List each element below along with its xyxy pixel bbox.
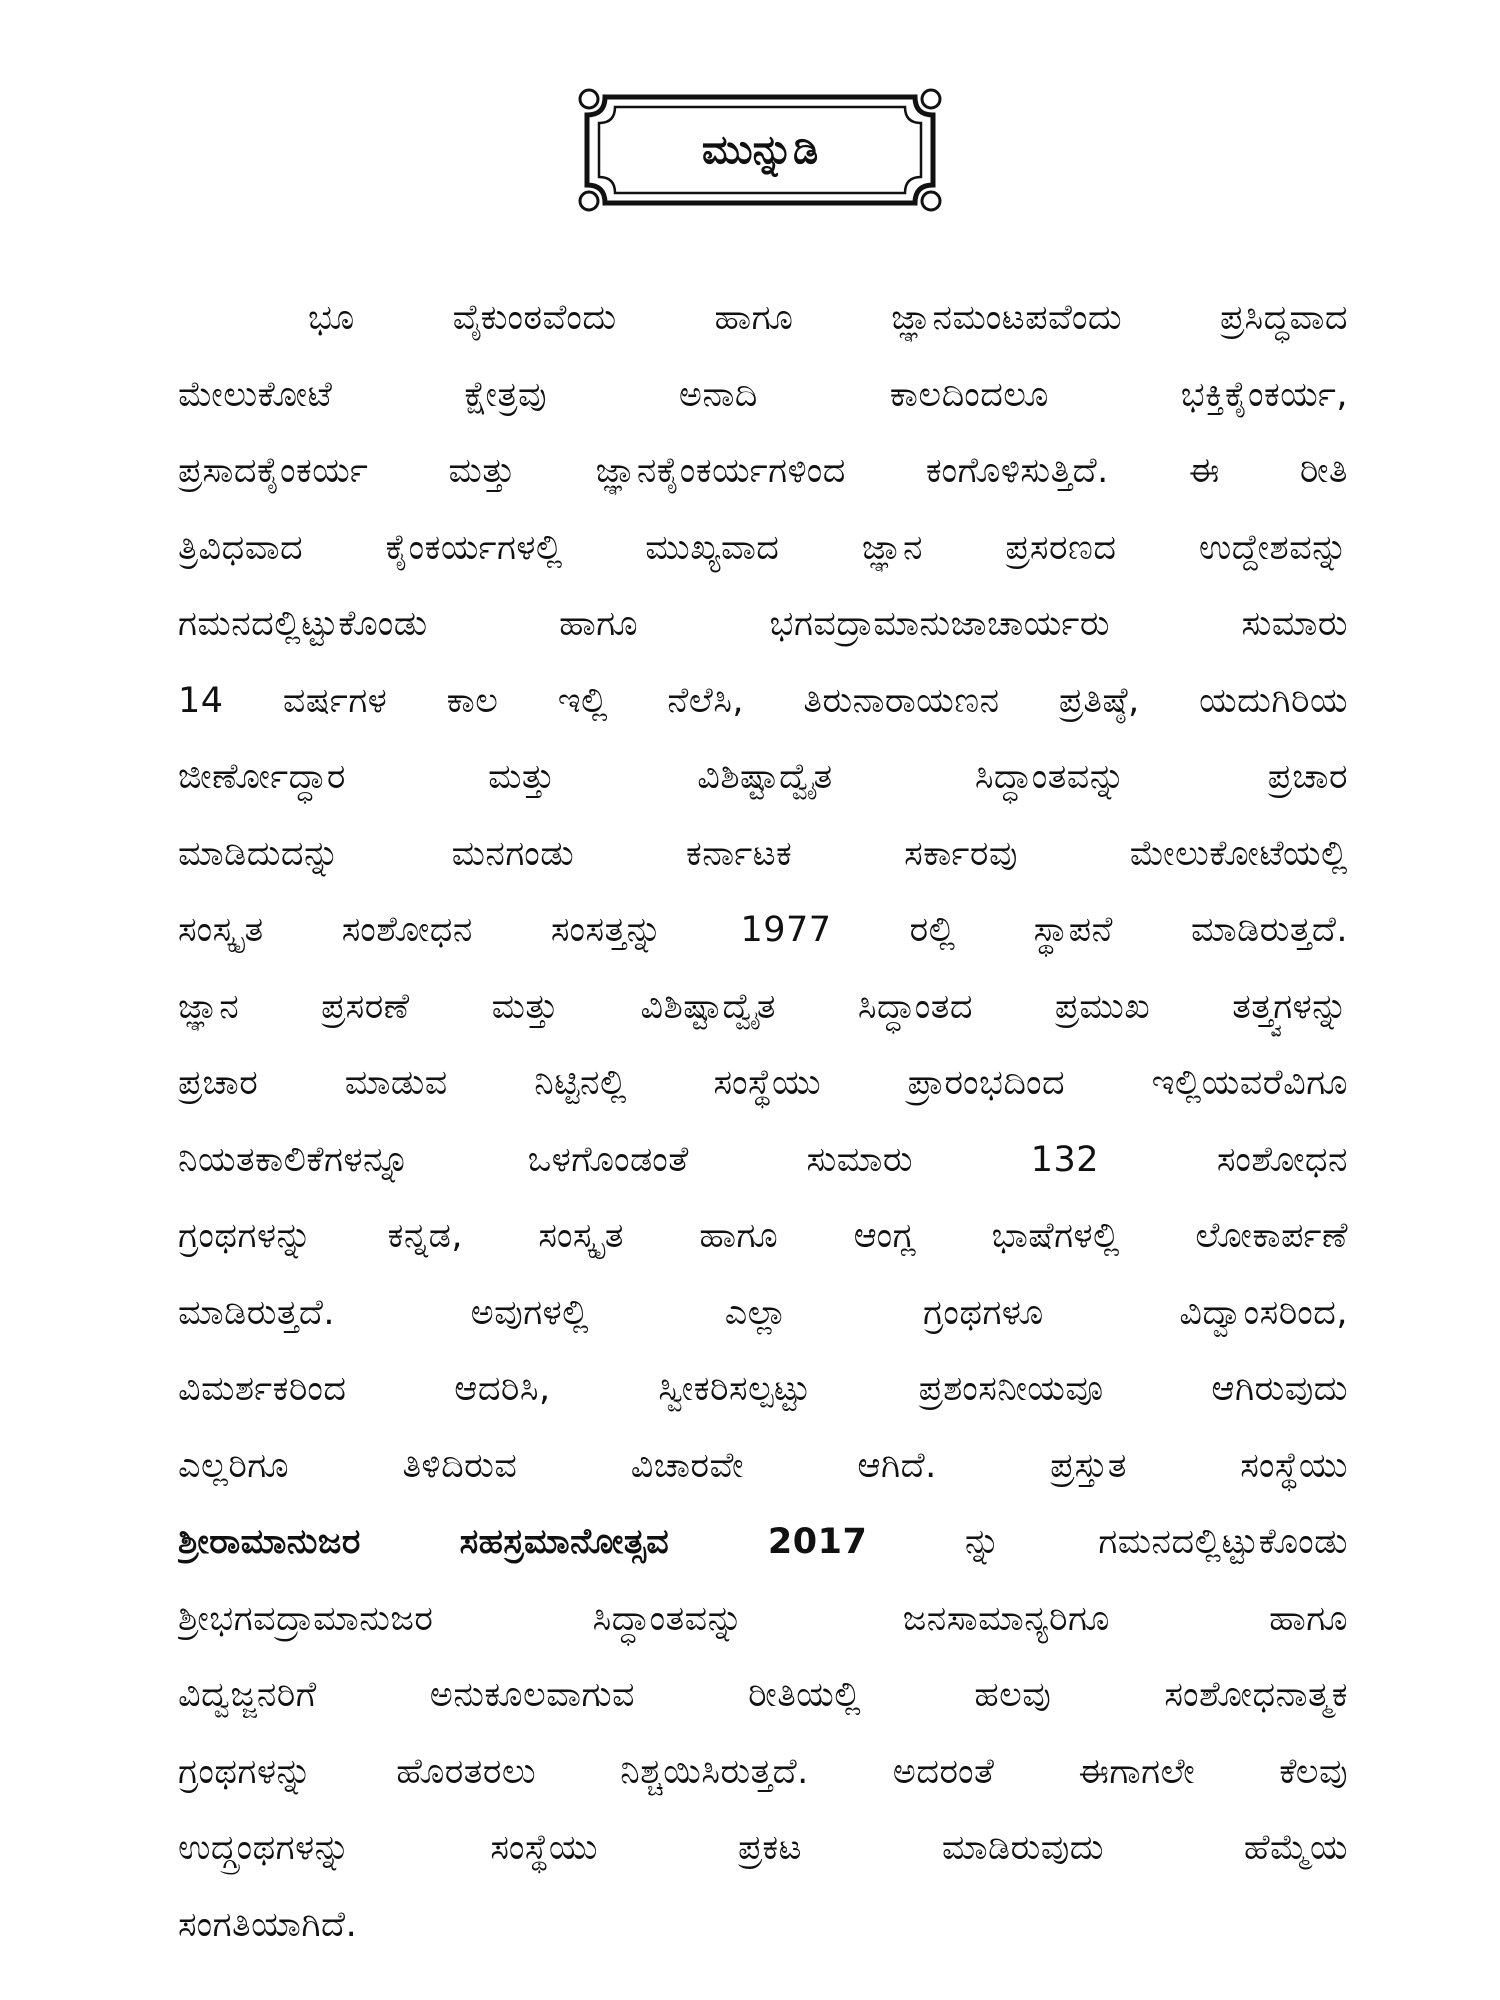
text-line: ಉದ್ಗ್ರಂಥಗಳನ್ನು ಸಂಸ್ಥೆಯು ಪ್ರಕಟ ಮಾಡಿರುವುದು ಹೆಮ್ಮೆಯ xyxy=(178,1828,1348,1868)
text-line: ತ್ರಿವಿಧವಾದ ಕೈಂಕರ್ಯಗಳಲ್ಲಿ ಮುಖ್ಯವಾದ ಜ್ಞಾನ ಪ್ರಸರಣದ ಉದ್ದೇಶವನ್ನು xyxy=(178,527,1348,568)
bold-phrase: ಶ್ರೀರಾಮಾನುಜರ ಸಹಸ್ರಮಾನೋತ್ಸವ 2017 xyxy=(178,1522,868,1562)
text-line: ಪ್ರಚಾರ ಮಾಡುವ ನಿಟ್ಟಿನಲ್ಲಿ ಸಂಸ್ಥೆಯು ಪ್ರಾರಂಭದಿಂದ ಇಲ್ಲಿಯವರೆವಿಗೂ xyxy=(178,1063,1348,1103)
text-line: ಮಾಡಿರುತ್ತದೆ. ಅವುಗಳಲ್ಲಿ ಎಲ್ಲಾ ಗ್ರಂಥಗಳೂ ವಿದ್ವಾಂಸರಿಂದ, xyxy=(178,1292,1348,1333)
text-line: ಜೀರ್ಣೋದ್ಧಾರ ಮತ್ತು ವಿಶಿಷ್ಟಾದ್ವೈತ ಸಿದ್ಧಾಂತವನ್ನು ಪ್ರಚಾರ xyxy=(178,757,1348,797)
text-line-with-bold xyxy=(178,1504,1348,1581)
text-line: ಶ್ರೀಭಗವದ್ರಾಮಾನುಜರ ಸಿದ್ಧಾಂತವನ್ನು ಜನಸಾಮಾನ್ಯರಿಗೂ ಹಾಗೂ xyxy=(178,1598,1348,1639)
text-line: ಗ್ರಂಥಗಳನ್ನು ಹೊರತರಲು ನಿಶ್ಚಯಿಸಿರುತ್ತದೆ. ಅದರಂತೆ ಈಗಾಗಲೇ ಕೆಲವು xyxy=(178,1751,1348,1792)
text-line: ಭೂ ವೈಕುಂಠವೆಂದು ಹಾಗೂ ಜ್ಞಾನಮಂಟಪವೆಂದು ಪ್ರಸಿದ್ಧವಾದ xyxy=(308,298,1348,338)
text-line: ಎಲ್ಲರಿಗೂ ತಿಳಿದಿರುವ ವಿಚಾರವೇ ಆಗಿದೆ. ಪ್ರಸ್ತುತ ಸಂಸ್ಥೆಯು xyxy=(178,1445,1348,1486)
text-line: ಜ್ಞಾನ ಪ್ರಸರಣೆ ಮತ್ತು ವಿಶಿಷ್ಟಾದ್ವೈತ ಸಿದ್ಧಾಂತದ ಪ್ರಮುಖ ತತ್ತ್ವಗಳನ್ನು xyxy=(178,986,1348,1027)
text-line: ಗಮನದಲ್ಲಿಟ್ಟುಕೊಂಡು ಹಾಗೂ ಭಗವದ್ರಾಮಾನುಜಾಚಾರ್ಯರು ಸುಮಾರು xyxy=(178,604,1348,644)
text-line: ಮೇಲುಕೋಟೆ ಕ್ಷೇತ್ರವು ಅನಾದಿ ಕಾಲದಿಂದಲೂ ಭಕ್ತಿಕೈಂಕರ್ಯ, xyxy=(178,374,1348,415)
page-title: ಮುನ್ನುಡಿ xyxy=(701,127,819,173)
bold-line-rest: ನ್ನು ಗಮನದಲ್ಲಿಟ್ಟುಕೊಂಡು xyxy=(867,1522,1348,1562)
title-frame xyxy=(575,85,945,215)
text-line: ವಿದ್ವಜ್ಜನರಿಗೆ ಅನುಕೂಲವಾಗುವ ರೀತಿಯಲ್ಲಿ ಹಲವು ಸಂಶೋಧನಾತ್ಮಕ xyxy=(178,1675,1348,1715)
text-line: ಸಂಸ್ಕೃತ ಸಂಶೋಧನ ಸಂಸತ್ತನ್ನು 1977 ರಲ್ಲಿ ಸ್ಥಾಪನೆ ಮಾಡಿರುತ್ತದೆ. xyxy=(178,910,1348,950)
text-line: ಮಾಡಿದುದನ್ನು ಮನಗಂಡು ಕರ್ನಾಟಕ ಸರ್ಕಾರವು ಮೇಲುಕೋಟೆಯಲ್ಲಿ xyxy=(178,833,1348,874)
text-line: ಪ್ರಸಾದಕೈಂಕರ್ಯ ಮತ್ತು ಜ್ಞಾನಕೈಂಕರ್ಯಗಳಿಂದ ಕಂಗೊಳಿಸುತ್ತಿದೆ. ಈ ರೀತಿ xyxy=(178,451,1348,491)
preface-paragraph xyxy=(178,280,1348,1970)
text-line: ಸಂಗತಿಯಾಗಿದೆ. xyxy=(178,1904,358,1945)
text-line: ನಿಯತಕಾಲಿಕೆಗಳನ್ನೂ ಒಳಗೊಂಡಂತೆ ಸುಮಾರು 132 ಸಂಶೋಧನ xyxy=(178,1139,1348,1180)
text-line: ಗ್ರಂಥಗಳನ್ನು ಕನ್ನಡ, ಸಂಸ್ಕೃತ ಹಾಗೂ ಆಂಗ್ಲ ಭಾಷೆಗಳಲ್ಲಿ ಲೋಕಾರ್ಪಣೆ xyxy=(178,1216,1348,1256)
text-line: 14 ವರ್ಷಗಳ ಕಾಲ ಇಲ್ಲಿ ನೆಲೆಸಿ, ತಿರುನಾರಾಯಣನ ಪ್ರತಿಷ್ಠೆ, ಯದುಗಿರಿಯ xyxy=(178,680,1348,721)
text-line: ವಿಮರ್ಶಕರಿಂದ ಆದರಿಸಿ, ಸ್ವೀಕರಿಸಲ್ಪಟ್ಟು ಪ್ರಶಂಸನೀಯವೂ ಆಗಿರುವುದು xyxy=(178,1369,1348,1409)
